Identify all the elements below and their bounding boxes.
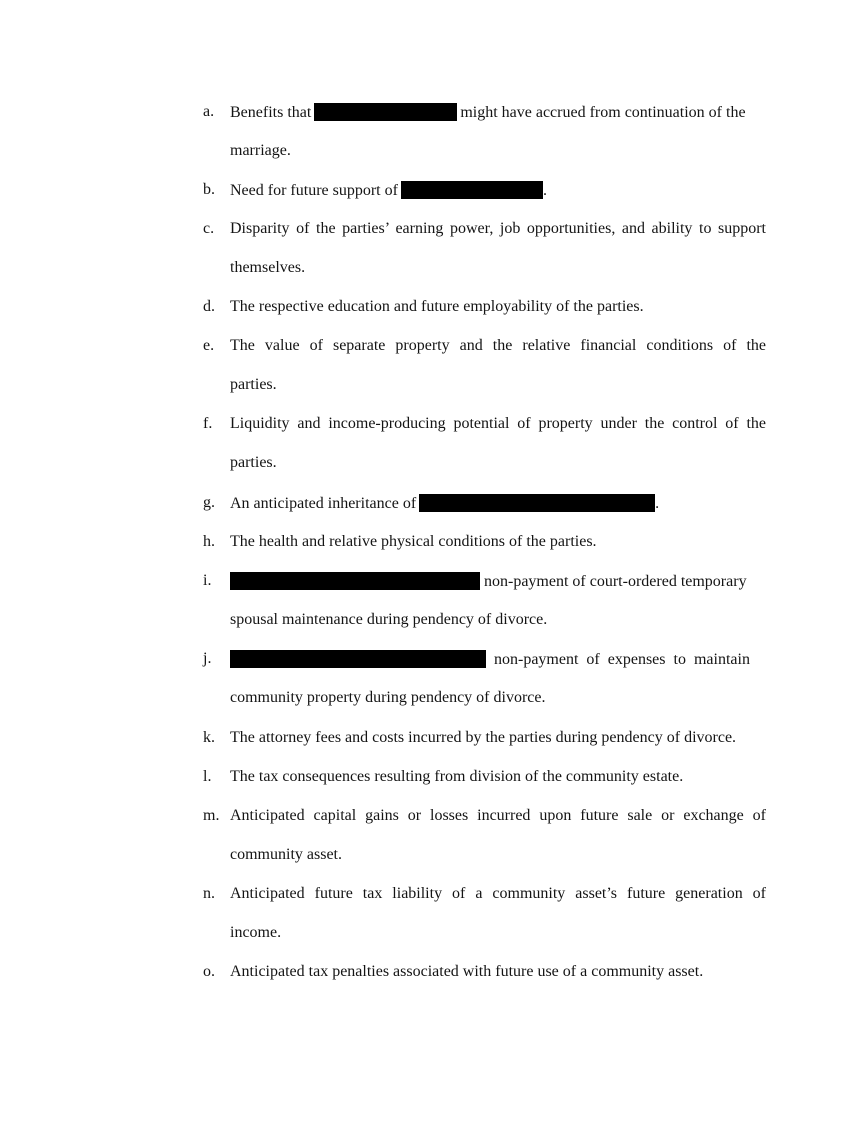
list-item-text: Disparity of the parties’ earning power, job opportunities, and ability to support <box>230 220 766 237</box>
list-item-continuation: community property during pendency of divorce. <box>230 689 546 706</box>
list-item-text: The attorney fees and costs incurred by the parties during pendency of divorce. <box>230 729 737 746</box>
redaction-box <box>230 650 486 668</box>
list-marker: j. <box>203 650 212 667</box>
list-item-text: The tax consequences resulting from division of the community estate. <box>230 768 684 785</box>
list-item-continuation: themselves. <box>230 259 306 276</box>
list-marker: d. <box>203 298 215 315</box>
list-item-text: The value of separate property and the relative financial conditions of the <box>230 337 766 354</box>
list-item-continuation: spousal maintenance during pendency of divorce. <box>230 611 548 628</box>
list-item-text <box>230 494 659 513</box>
text-segment: might have accrued from continuation of the <box>460 104 746 121</box>
list-marker: e. <box>203 337 215 354</box>
list-item-text <box>230 572 766 591</box>
list-item-continuation: income. <box>230 924 282 941</box>
redaction-box <box>230 572 480 590</box>
text-segment: Need for future support of <box>230 182 398 199</box>
list-item-continuation: parties. <box>230 376 277 393</box>
list-item-text: Anticipated future tax liability of a community asset’s future generation of <box>230 885 766 902</box>
list-item-text: The health and relative physical conditions of the parties. <box>230 533 597 550</box>
list-marker: g. <box>203 494 215 511</box>
list-marker: a. <box>203 103 215 120</box>
list-marker: f. <box>203 415 213 432</box>
text-segment: non-payment of court-ordered temporary <box>484 573 747 590</box>
text-segment: Benefits that <box>230 104 312 121</box>
list-item-text: Liquidity and income-producing potential of property under the control of the <box>230 415 766 432</box>
list-marker: b. <box>203 181 215 198</box>
text-segment: non-payment of expenses to maintain <box>494 651 750 668</box>
text-segment: An anticipated inheritance of <box>230 495 417 512</box>
list-item-continuation: parties. <box>230 454 277 471</box>
list-marker: i. <box>203 572 212 589</box>
list-item-text <box>230 181 547 200</box>
list-item-text: The respective education and future employability of the parties. <box>230 298 644 315</box>
list-marker: l. <box>203 768 212 785</box>
list-item-text: Anticipated tax penalties associated with future use of a community asset. <box>230 963 704 980</box>
list-item-text: Anticipated capital gains or losses incurred upon future sale or exchange of <box>230 807 766 824</box>
redaction-box <box>401 181 543 199</box>
list-marker: c. <box>203 220 215 237</box>
list-item-text <box>230 103 746 122</box>
list-marker: n. <box>203 885 215 902</box>
list-marker: o. <box>203 963 215 980</box>
list-marker: k. <box>203 729 215 746</box>
redaction-box <box>419 494 655 512</box>
list-item-continuation: marriage. <box>230 142 291 159</box>
list-marker: h. <box>203 533 215 550</box>
list-marker: m. <box>203 807 220 824</box>
list-item-text <box>230 650 766 669</box>
text-segment: . <box>655 495 660 512</box>
text-segment: . <box>542 182 547 199</box>
redaction-box <box>314 103 457 121</box>
list-item-continuation: community asset. <box>230 846 342 863</box>
